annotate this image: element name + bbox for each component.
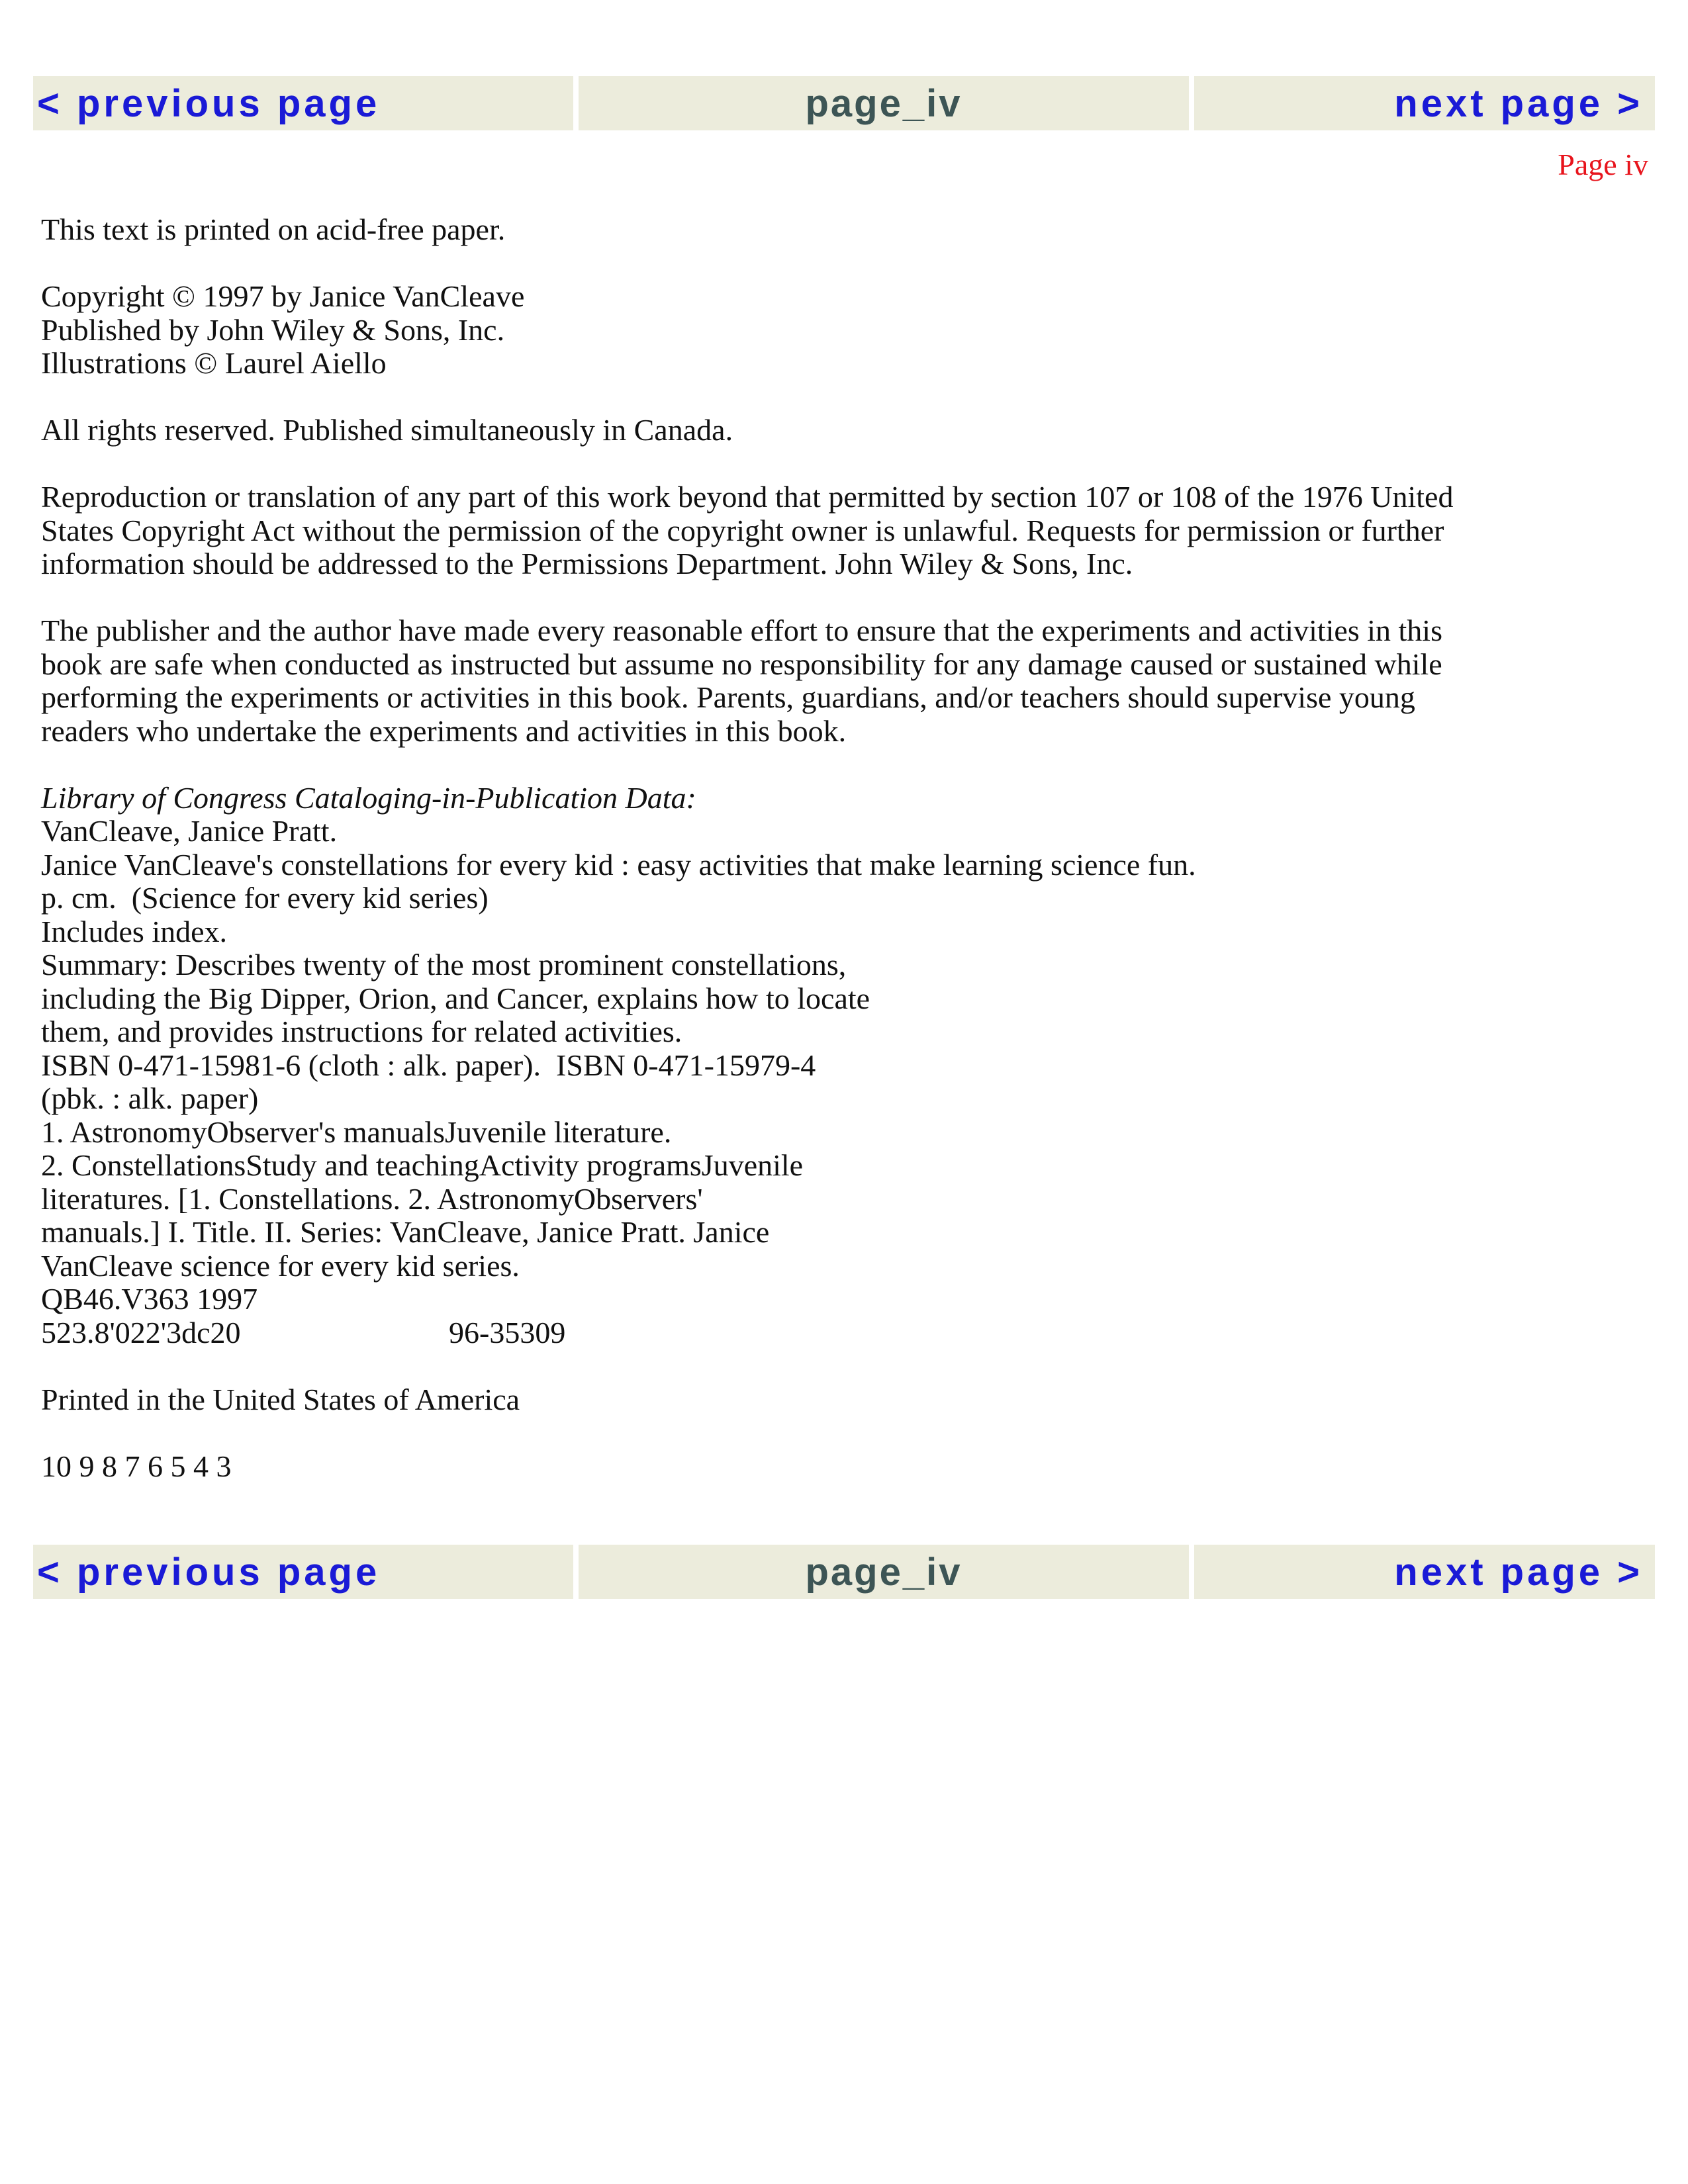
text-line: Janice VanCleave's constellations for every kid : easy activities that make learning science fun.	[41, 847, 1196, 882]
cataloging-heading: Library of Congress Cataloging-in-Publication Data:	[41, 780, 696, 815]
text-line: 2. ConstellationsStudy and teachingActivity programsJuvenile	[41, 1148, 804, 1182]
text-line: The publisher and the author have made every reasonable effort to ensure that the experiments and activities in this	[41, 614, 1442, 647]
previous-page-link[interactable]: < previous page	[33, 76, 573, 130]
text-line: VanCleave science for every kid series.	[41, 1248, 520, 1283]
text-line: performing the experiments or activities in this book. Parents, guardians, and/or teachers should supervise young	[41, 680, 1415, 714]
text-line: This text is printed on acid-free paper.	[41, 212, 506, 246]
text-line: 10 9 8 7 6 5 4 3	[41, 1449, 232, 1483]
text-line: ISBN 0-471-15981-6 (cloth : alk. paper). ISBN 0-471-15979-4	[41, 1048, 816, 1082]
bottom-nav-bar	[33, 1545, 1655, 1599]
text-line: p. cm. (Science for every kid series)	[41, 881, 489, 915]
text-line: Summary: Describes twenty of the most prominent constellations,	[41, 948, 847, 981]
text-line: All rights reserved. Published simultaneously in Canada.	[41, 413, 733, 447]
text-line: them, and provides instructions for related activities.	[41, 1015, 682, 1048]
text-line: Reproduction or translation of any part of this work beyond that permitted by section 107 or 108 of the 1976 United	[41, 480, 1454, 514]
text-line: 1. AstronomyObserver's manualsJuvenile literature.	[41, 1115, 672, 1149]
class-number: 523.8'022'3dc20	[41, 1315, 241, 1349]
text-line: readers who undertake the experiments and activities in this book.	[41, 713, 847, 748]
text-line: (pbk. : alk. paper)	[41, 1081, 259, 1115]
text-line: Copyright © 1997 by Janice VanCleave	[41, 279, 525, 313]
text-line: Includes index.	[41, 914, 228, 948]
text-line: manuals.] I. Title. II. Series: VanCleave, Janice Pratt. Janice	[41, 1215, 770, 1249]
page-id-label: page_iv	[579, 76, 1189, 130]
copyright-page-content	[41, 213, 1643, 1517]
cataloging-data	[41, 782, 1643, 1350]
page-number-marker: Page iv	[1558, 148, 1648, 181]
reproduction-notice	[41, 480, 1643, 581]
previous-page-link[interactable]: < previous page	[33, 1545, 573, 1599]
classification-row	[41, 1316, 1643, 1350]
printed-in-notice	[41, 1383, 1643, 1417]
publisher-disclaimer	[41, 614, 1643, 748]
next-page-link[interactable]: next page >	[1194, 76, 1655, 130]
next-page-link[interactable]: next page >	[1194, 1545, 1655, 1599]
text-line: literatures. [1. Constellations. 2. AstronomyObservers'	[41, 1181, 703, 1216]
rights-statement	[41, 414, 1643, 447]
text-line: book are safe when conducted as instructed but assume no responsibility for any damage caused or sustained while	[41, 647, 1442, 681]
copyright-block	[41, 280, 1643, 381]
page-id-label: page_iv	[579, 1545, 1189, 1599]
text-line: information should be addressed to the Permissions Department. John Wiley & Sons, Inc.	[41, 547, 1133, 580]
text-line: States Copyright Act without the permission of the copyright owner is unlawful. Requests for permission or further	[41, 513, 1444, 547]
lccn-number: 96-35309	[449, 1315, 566, 1349]
text-line: Illustrations © Laurel Aiello	[41, 346, 387, 380]
text-line: Published by John Wiley & Sons, Inc.	[41, 312, 505, 347]
text-line: Printed in the United States of America	[41, 1382, 520, 1416]
text-line: QB46.V363 1997	[41, 1282, 258, 1316]
text-line: including the Big Dipper, Orion, and Cancer, explains how to locate	[41, 981, 870, 1015]
top-nav-bar	[33, 76, 1655, 130]
acid-free-notice	[41, 213, 1643, 247]
text-line: VanCleave, Janice Pratt.	[41, 814, 338, 848]
printing-line	[41, 1450, 1643, 1484]
